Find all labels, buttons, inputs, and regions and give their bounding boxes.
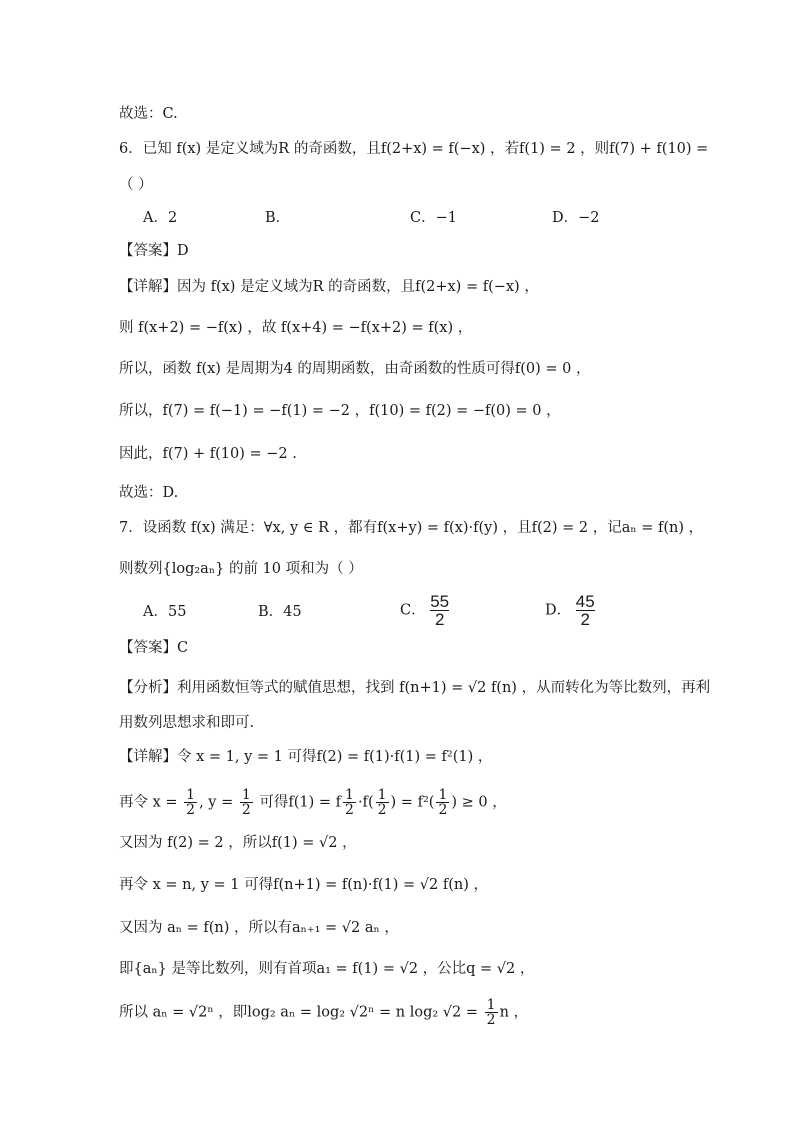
q7-analysis-1: 【分析】利用函数恒等式的赋值思想，找到 f(n+1) = √2 f(n) ，从而转化为等比数列，再利 [119,680,711,696]
q7-option-d-numerator: 45 [575,592,595,611]
q6-detail-3: 所以，函数 f(x) 是周期为4 的周期函数，由奇函数的性质可得f(0) = 0 ， [119,361,591,377]
q7-detail-7-part-a: 所以 aₙ = √2ⁿ ，即log₂ aₙ = log₂ √2ⁿ = n log₂ √2 = [119,1004,483,1021]
q6-option-c: C．−1 [410,210,457,226]
q7-option-d-fraction [576,593,595,628]
fraction-denominator: 2 [377,802,387,818]
half-fraction-4 [376,788,389,817]
fraction-denominator: 2 [241,802,251,818]
q6-detail-5: 因此，f(7) + f(10) = −2 . [119,446,297,462]
q6-option-d: D．−2 [552,210,600,226]
q6-option-b: B． [265,210,291,226]
q7-option-c-denominator: 2 [434,610,445,629]
fraction-numerator: 1 [345,787,354,803]
half-fraction-2 [240,788,253,817]
q7-detail-2-part-c: 可得f(1) = f [254,794,342,811]
choice-d-line: 故选：D. [119,485,179,501]
q7-option-d-label: D． [545,602,572,619]
q6-detail-1: 【详解】因为 f(x) 是定义域为R 的奇函数，且f(2+x) = f(−x) ， [119,279,539,295]
q7-option-d-denominator: 2 [580,610,590,629]
fraction-denominator: 2 [186,802,196,818]
q7-detail-7-part-b: n ， [499,1004,529,1021]
q7-detail-2-part-a: 再令 x = [119,794,183,811]
question-7-stem: 7．设函数 f(x) 满足：∀x, y ∈ R ，都有f(x+y) = f(x)·f(y) ，且f(2) = 2 ，记aₙ = f(n) ， [119,520,704,536]
q7-detail-5: 又因为 aₙ = f(n) ，所以有aₙ₊₁ = √2 aₙ ， [119,920,399,936]
fraction-numerator: 1 [241,787,251,803]
fraction-numerator: 1 [438,787,448,803]
q7-option-c-fraction [430,593,449,628]
half-fraction-1 [184,788,197,817]
question-7-line-2: 则数列{log₂aₙ} 的前 10 项和为（ ） [119,561,363,577]
q7-detail-2-part-b: , y = [199,794,238,811]
fraction-numerator: 1 [486,997,496,1013]
q7-option-c-label: C． [400,602,426,619]
q7-detail-7 [119,998,528,1027]
q7-option-a: A．55 [143,604,187,620]
fraction-numerator: 1 [377,787,387,803]
fraction-denominator: 2 [486,1012,496,1028]
q7-detail-2: 再令 x = $\frac{1}{2}$ , y = $\frac{1}{2}$ 可得f(1) = f $\frac{1}{2}$ ·f( $\frac{1}{2}$ ) = f²( $\frac{1}{2}$ ) ≥ 0 ， [119,787,507,818]
q7-option-b: B．45 [258,604,302,620]
q7-detail-6: 即{aₙ} 是等比数列，则有首项a₁ = f(1) = √2 ，公比q = √2 ， [119,961,535,977]
fraction-denominator: 2 [345,802,354,818]
q6-answer: 【答案】D [119,243,189,259]
q7-detail-3: 又因为 f(2) = 2 ，所以f(1) = √2 ， [119,835,357,851]
q7-detail-2-part-e: = f² [396,794,429,811]
q7-analysis-2: 用数列思想求和即可. [119,715,255,731]
answer-choice-line: 故选：C. [119,106,178,122]
half-fraction-3 [343,788,356,817]
half-fraction-6 [485,998,498,1027]
q7-detail-2-part-d: ·f [357,794,368,811]
q7-detail-4: 再令 x = n, y = 1 可得f(n+1) = f(n)·f(1) = √2 f(n) ， [119,877,488,893]
question-6-stem: 6．已知 f(x) 是定义域为R 的奇函数，且f(2+x) = f(−x) ，若f(1) = 2 ，则f(7) + f(10) = [119,141,709,157]
q6-detail-2: 则 f(x+2) = −f(x) ，故 f(x+4) = −f(x+2) = f(x) ， [119,320,473,336]
fraction-denominator: 2 [438,802,448,818]
q7-option-c-numerator: 55 [430,592,450,611]
q7-answer: 【答案】C [119,640,189,656]
q7-detail-1: 【详解】令 x = 1, y = 1 可得f(2) = f(1)·f(1) = f²(1) ， [119,749,493,765]
q6-detail-4: 所以，f(7) = f(−1) = −f(1) = −2 ，f(10) = f(2) = −f(0) = 0 ， [119,403,561,419]
q7-detail-2-part-f: ≥ 0 ， [457,794,507,811]
fraction-numerator: 1 [186,787,196,803]
q6-option-a: A．2 [143,210,178,226]
question-6-paren: （ ） [119,177,153,193]
q7-option-c [400,593,449,628]
q7-option-d [545,593,595,628]
half-fraction-5 [436,788,449,817]
